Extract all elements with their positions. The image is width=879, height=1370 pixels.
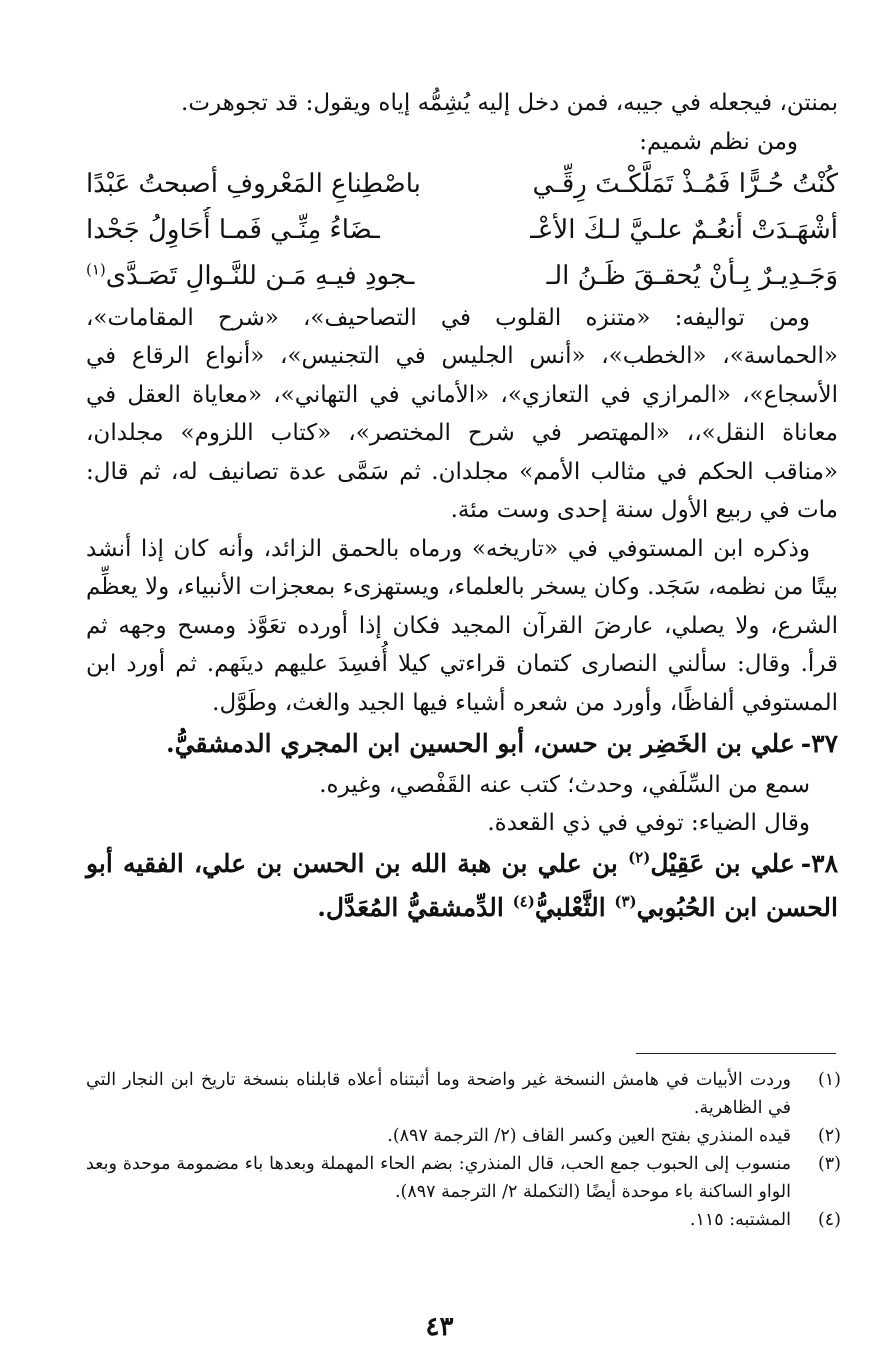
footnote-1-number: (١) — [817, 1070, 841, 1090]
verse-3-second-hemistich — [86, 253, 447, 299]
footnote-divider — [636, 1053, 836, 1054]
entry-37-number: ٣٧- — [800, 729, 838, 758]
footnote-marker-4: (٤) — [512, 892, 535, 911]
footnote-3-text: منسوب إلى الحبوب جمع الحب، قال المنذري: بضم الحاء المهملة وبعدها باء مضمومة موحدة وبعد الواو الساكنة باء موحدة أيضًا (التكملة ٢/ الترجمة ٨٩٧). — [86, 1154, 791, 1202]
verse-3-first-hemistich: وَجَـدِيـرٌ بِـأنْ يُحقـقَ ظَـنُ الـ — [546, 260, 838, 291]
verse-2-first-hemistich: أشْهَـدَتْ أنعُـمٌ علـيَّ لـكَ الأعْـ — [530, 214, 838, 245]
footnote-marker-3: (٣) — [614, 892, 637, 911]
verse-1-second-hemistich: باصْطِناعِ المَعْروفِ أصبحتُ عَبْدًا — [86, 168, 421, 199]
entry-37-line-1: سمع من السِّلَفي، وحدث؛ كتب عنه القَفْصي، وغيره. — [319, 772, 810, 798]
footnotes — [86, 1066, 841, 1234]
entry-38-name-part-4: الدِّمشقيُّ المُعَدَّل. — [317, 893, 513, 922]
works-paragraph: ومن تواليفه: «متنزه القلوب في التصاحيف»، «شرح المقامات»، «الحماسة»، «الخطب»، «أنس الجليس في التجنيس»، «أنواع الرقاع في الأسجاع»، «المرازي في التعازي»، «الأماني في التهاني»، «معاياة العقل في معاناة النقل»،، «المهتصر في شرح المختصر»، «كتاب اللزوم» مجلدان، «مناقب الحكم في مثالب الأمم» مجلدان. ثم سَمَّى عدة تصانيف له، ثم قال: مات في ربيع الأول سنة إحدى وست مئة. — [86, 304, 838, 523]
entry-38-name-part-1: علي بن عَقِيْل — [650, 849, 795, 878]
footnote-4-number: (٤) — [817, 1210, 841, 1230]
main-text — [86, 84, 838, 930]
verse-3-second-text: ـجودِ فيـهِ مَـن للنَّـوالِ تَصَـدَّى — [105, 260, 415, 291]
footnote-1-text: وردت الأبيات في هامش النسخة غير واضحة وما أثبتناه أعلاه قابلناه بنسخة تاريخ ابن النجار التي في الظاهرية. — [86, 1070, 791, 1118]
footnote-2-number: (٢) — [817, 1126, 841, 1146]
page-number: ٤٣ — [425, 1312, 454, 1342]
footnote-3 — [86, 1150, 841, 1206]
entry-38-number: ٣٨- — [800, 849, 839, 878]
ibn-mustawfi-paragraph: وذكره ابن المستوفي في «تاريخه» ورماه بالحمق الزائد، وأنه كان إذا أنشد بيتًا من نظمه، سَجَد. وكان يسخر بالعلماء، ويستهزىء بمعجزات الأنبياء، ولا يعظِّم الشرع، ولا يصلي، عارضَ القرآن المجيد فكان إذا أورده تعَوَّذ ومسح وجهه ثم قرأ. وقال: سألني النصارى كتمان قراءتي كيلا أُفسِدَ عليهم دينَهم. ثم أورد ابن المستوفي ألفاظًا، وأورد من شعره أشياء فيها الجيد والغث، وطَوَّل. — [86, 535, 838, 716]
verse-line-1 — [86, 161, 838, 207]
verse-line-2 — [86, 207, 838, 253]
verse-line-3 — [86, 253, 838, 299]
footnote-3-number: (٣) — [817, 1154, 841, 1174]
entry-38-name-part-3: الثَّعْلبيُّ — [534, 893, 615, 922]
entry-37-title: علي بن الخَضِر بن حسن، أبو الحسين ابن المجري الدمشقيُّ. — [165, 729, 795, 758]
footnote-2-text: قيده المنذري بفتح العين وكسر القاف (٢/ الترجمة ٨٩٧). — [387, 1126, 791, 1146]
entry-38-heading — [86, 842, 838, 930]
entry-38-name-part-2: بن علي بن هبة الله بن الحسن بن علي، الفقيه أبو الحسن ابن الحُبُوبي — [86, 849, 838, 922]
entry-37-line-2: وقال الضياء: توفي في ذي القعدة. — [487, 810, 810, 836]
verse-2-second-hemistich: ـضَاءُ مِنِّـي فَمـا أُحَاوِلُ جَحْدا — [86, 214, 380, 245]
poem-intro: ومن نظم شميم: — [639, 128, 798, 155]
footnote-marker-1: (١) — [86, 259, 106, 278]
footnote-1 — [86, 1066, 841, 1122]
footnote-4 — [86, 1206, 841, 1234]
footnote-4-text: المشتبه: ١١٥. — [689, 1210, 791, 1230]
opening-line: بمنتن، فيجعله في جيبه، فمن دخل إليه يُشِمُّه إياه ويقول: قد تجوهرت. — [181, 90, 838, 116]
footnote-marker-2: (٢) — [628, 848, 651, 867]
verse-1-first-hemistich: كُنْتُ حُـرًّا فَمُـذْ تَمَلَّكْـتَ رِقِّـي — [532, 168, 838, 199]
entry-37-heading — [86, 722, 838, 766]
footnote-2 — [86, 1122, 841, 1150]
